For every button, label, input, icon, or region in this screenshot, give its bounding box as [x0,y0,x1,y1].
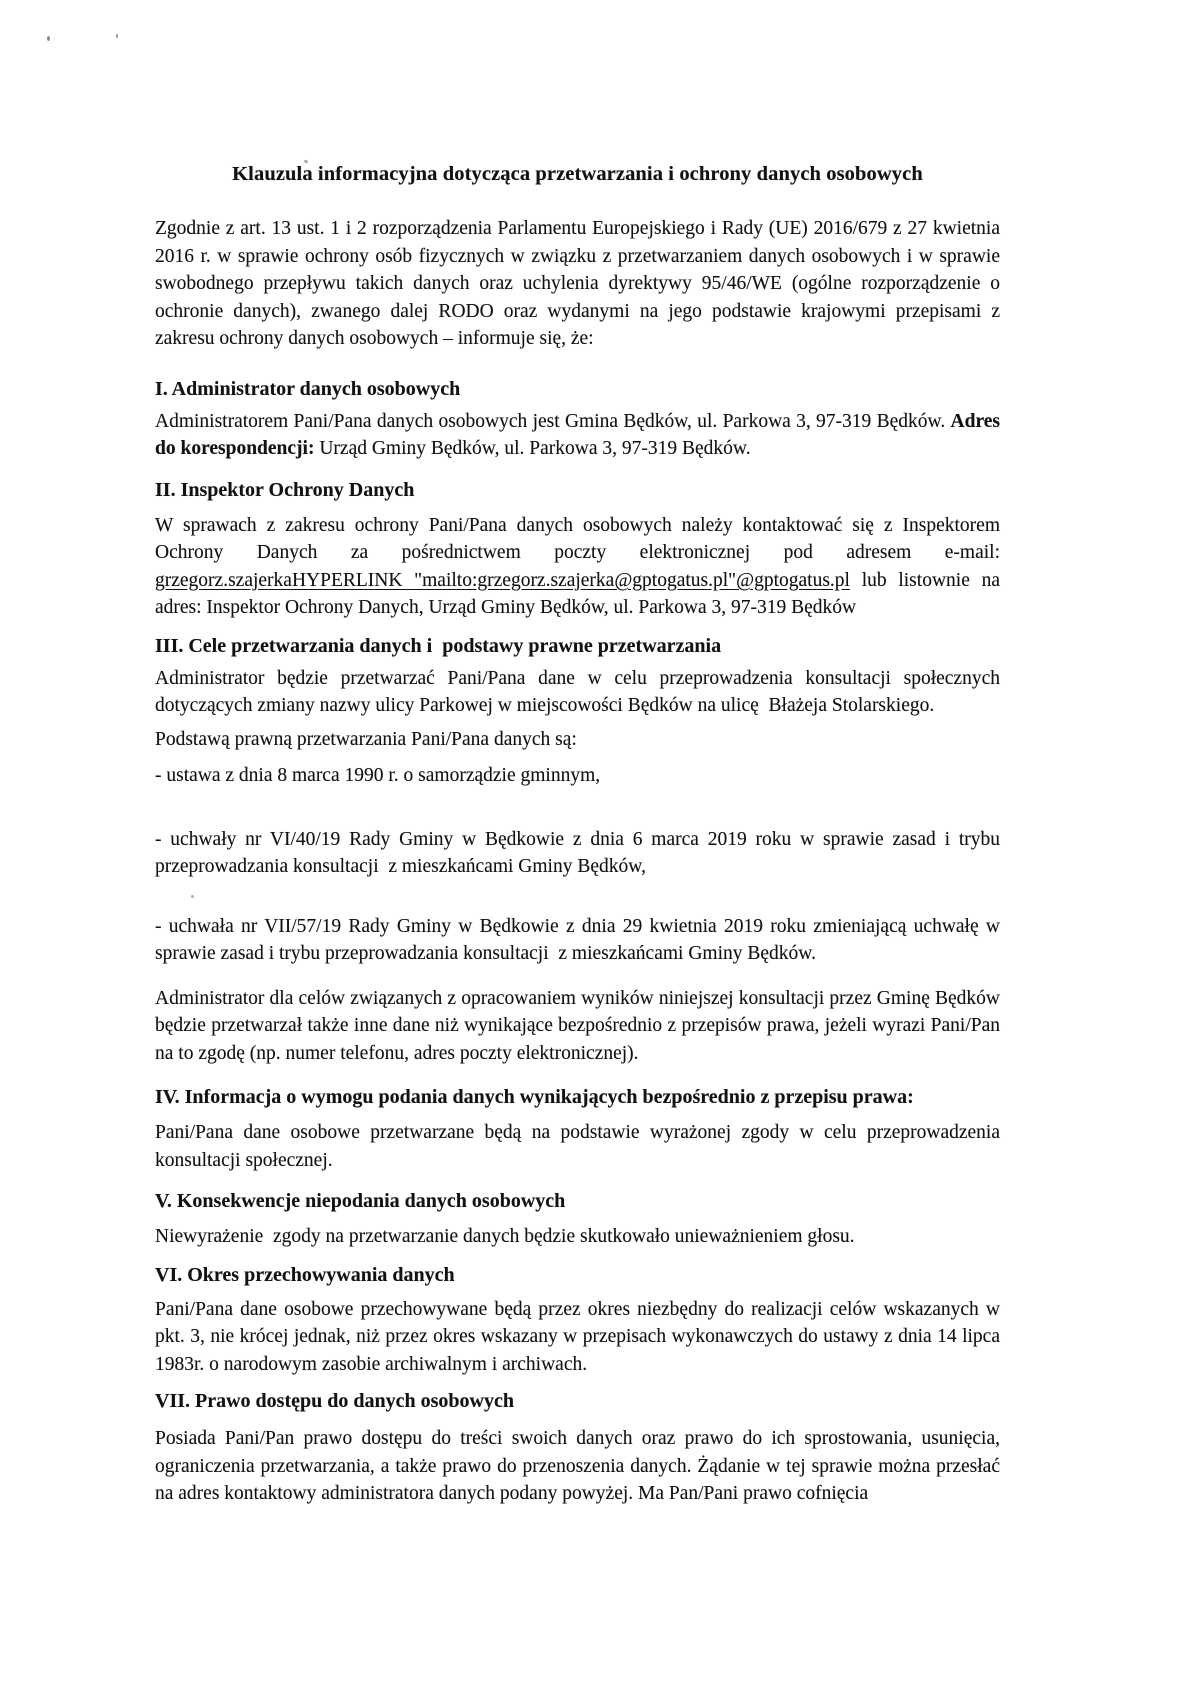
cele-legal-basis-intro: Podstawą prawną przetwarzania Pani/Pana danych są: [155,728,577,750]
section-okres-heading: VI. Okres przechowywania danych [155,1263,455,1286]
section-inspektor-heading: II. Inspektor Ochrony Danych [155,478,415,501]
section-konsekwencje-heading: V. Konsekwencje niepodania danych osobowych [155,1190,566,1212]
correspondence-address-text: Urząd Gminy Będków, ul. Parkowa 3, 97-319 Będków. [314,438,751,459]
legal-basis-item-ustawa: - ustawa z dnia 8 marca 1990 r. o samorządzie gminnym, [155,765,601,786]
section-wymog-heading: IV. Informacja o wymogu podania danych wynikających bezpośrednio z przepisu prawa: [155,1086,914,1108]
section-okres-body: Pani/Pana dane osobowe przechowywane będą przez okres niezbędny do realizacji celów wskazanych w pkt. 3, nie krócej jednak, niż przez okres wskazany w przepisach wykonawczych do ustawy z dnia 14 lipca 1983r. o narodowym zasobie archiwalnym i archiwach. [155,1298,1000,1375]
section-inspektor-body [155,512,1000,622]
section-konsekwencje-body: Niewyrażenie zgody na przetwarzanie danych będzie skutkowało unieważnieniem głosu. [155,1226,855,1247]
scan-speck [116,34,118,38]
cele-additional-data-paragraph: Administrator dla celów związanych z opracowaniem wyników niniejszej konsultacji przez Gminę Będków będzie przetwarzał także inne dane niż wynikające bezpośrednio z przepisów prawa, jeżeli wyrazi Pani/Pan na to zgodę (np. numer telefonu, adres poczty elektronicznej). [155,987,1000,1064]
section-cele-heading: III. Cele przetwarzania danych i podstawy prawne przetwarzania [155,634,722,657]
legal-basis-item-uchwala-2: - uchwała nr VII/57/19 Rady Gminy w Będkowie z dnia 29 kwietnia 2019 roku zmieniającą uchwałę w sprawie zasad i trybu przeprowadzania konsultacji z mieszkańcami Gminy Będków. [155,915,1000,964]
section-prawo-dostepu-heading: VII. Prawo dostępu do danych osobowych [155,1390,514,1412]
section-wymog-body: Pani/Pana dane osobowe przetwarzane będą na podstawie wyrażonej zgody w celu przeprowadzenia konsultacji społecznej. [155,1122,1000,1171]
email-hyperlink[interactable]: grzegorz.szajerkaHYPERLINK "mailto:grzegorz.szajerka@gptogatus.pl"@gptogatus.pl [155,569,850,591]
administrator-text: Administratorem Pani/Pana danych osobowych jest Gmina Będków, ul. Parkowa 3, 97-319 Będków. [155,410,951,432]
correspondence-address-label: Adres do korespondencji: [155,410,1000,459]
section-prawo-dostepu-body: Posiada Pani/Pan prawo dostępu do treści swoich danych oraz prawo do ich sprostowania, usunięcia, ograniczenia przetwarzania, a także prawo do przenoszenia danych. Żądanie w tej sprawie można przesłać na adres kontaktowy administratora danych podany powyżej. Ma Pan/Pani prawo cofnięcia [155,1428,1000,1504]
intro-paragraph: Zgodnie z art. 13 ust. 1 i 2 rozporządzenia Parlamentu Europejskiego i Rady (UE) 2016/679 z 27 kwietnia 2016 r. w sprawie ochrony osób fizycznych w związku z przetwarzaniem danych osobowych i w sprawie swobodnego przepływu takich danych oraz uchylenia dyrektywy 95/46/WE (ogólne rozporządzenie o ochronie danych), zwanego dalej RODO oraz wydanymi na jego podstawie krajowymi przepisami z zakresu ochrony danych osobowych – informuje się, że: [155,218,1000,349]
cele-purpose-paragraph: Administrator będzie przetwarzać Pani/Pana dane w celu przeprowadzenia konsultacji społecznych dotyczących zmiany nazwy ulicy Parkowej w miejscowości Będków na ulicę Błażeja Stolarskiego. [155,667,1000,716]
inspektor-postal-text: lub listownie na adres: Inspektor Ochrony Danych, Urząd Gminy Będków, ul. Parkowa 3, 97-319 Będków [155,569,1000,618]
inspektor-text: W sprawach z zakresu ochrony Pani/Pana danych osobowych należy kontaktować się z Inspektorem Ochrony Danych za pośrednictwem poczty elektronicznej pod adresem e-mail: [155,514,1000,563]
section-administrator-heading: I. Administrator danych osobowych [155,377,461,400]
scan-speck [47,36,50,41]
document-content [155,0,1000,1508]
legal-basis-item-uchwala-1: - uchwały nr VI/40/19 Rady Gminy w Będkowie z dnia 6 marca 2019 roku w sprawie zasad i trybu przeprowadzania konsultacji z mieszkańcami Gminy Będków, [155,828,1000,877]
section-administrator-body [155,408,1000,463]
document-title: Klauzula informacyjna dotycząca przetwarzania i ochrony danych osobowych [232,163,923,185]
